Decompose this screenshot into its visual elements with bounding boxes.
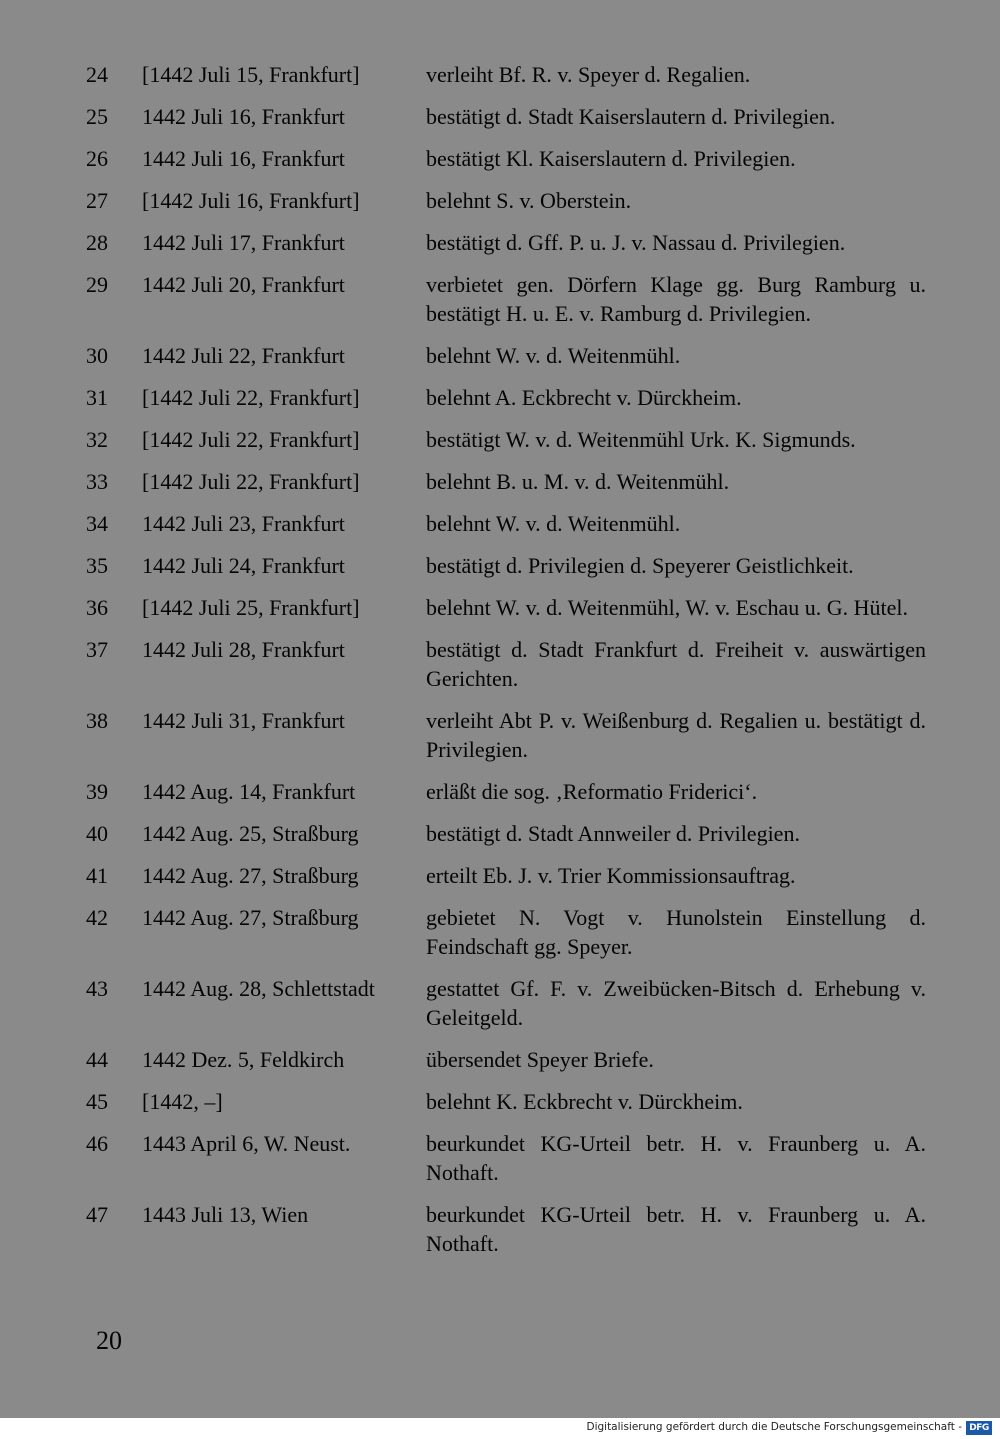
entry-number: 37 — [86, 637, 108, 662]
footer-bar — [0, 1418, 1000, 1439]
entry-description: bestätigt d. Stadt Annweiler d. Privilegien. — [426, 821, 800, 846]
entry-number: 47 — [86, 1202, 108, 1227]
list-item — [86, 974, 926, 1032]
entry-number: 44 — [86, 1047, 108, 1072]
entry-number: 38 — [86, 708, 108, 733]
entry-date: 1442 Juli 16, Frankfurt — [142, 104, 345, 129]
entry-description: belehnt W. v. d. Weitenmühl, W. v. Eschau u. G. Hütel. — [426, 595, 908, 620]
entry-number: 34 — [86, 511, 108, 536]
entry-date: 1442 Juli 17, Frankfurt — [142, 230, 345, 255]
entry-number: 46 — [86, 1131, 108, 1156]
list-item — [86, 144, 926, 173]
entry-description: gebietet N. Vogt v. Hunolstein Einstellung d. Feindschaft gg. Speyer. — [426, 905, 926, 959]
entry-date: 1442 Juli 16, Frankfurt — [142, 146, 345, 171]
entry-number: 43 — [86, 976, 108, 1001]
entry-number: 25 — [86, 104, 108, 129]
dfg-logo: DFG — [966, 1421, 992, 1435]
list-item — [86, 383, 926, 412]
entry-number: 28 — [86, 230, 108, 255]
entry-date: 1442 Aug. 27, Straßburg — [142, 905, 359, 930]
entry-description: bestätigt d. Gff. P. u. J. v. Nassau d. Privilegien. — [426, 230, 846, 255]
entry-description: bestätigt d. Stadt Frankfurt d. Freiheit v. auswärtigen Gerichten. — [426, 637, 926, 691]
entry-date: 1442 Juli 22, Frankfurt — [142, 343, 345, 368]
entry-date: 1442 Dez. 5, Feldkirch — [142, 1047, 345, 1072]
list-item — [86, 706, 926, 764]
entry-description: erteilt Eb. J. v. Trier Kommissionsauftrag. — [426, 863, 796, 888]
entry-description: gestattet Gf. F. v. Zweibücken-Bitsch d. Erhebung v. Geleitgeld. — [426, 976, 926, 1030]
entry-date: [1442 Juli 15, Frankfurt] — [142, 62, 360, 87]
list-item — [86, 1129, 926, 1187]
entry-description: bestätigt d. Stadt Kaiserslautern d. Privilegien. — [426, 104, 836, 129]
entry-description: verbietet gen. Dörfern Klage gg. Burg Ramburg u. bestätigt H. u. E. v. Ramburg d. Privilegien. — [426, 272, 926, 326]
entry-date: [1442 Juli 22, Frankfurt] — [142, 427, 360, 452]
entry-date: 1443 April 6, W. Neust. — [142, 1131, 351, 1156]
list-item — [86, 777, 926, 806]
page-number: 20 — [96, 1326, 122, 1355]
list-item — [86, 1200, 926, 1258]
entry-number: 32 — [86, 427, 108, 452]
entry-description: verleiht Abt P. v. Weißenburg d. Regalien u. bestätigt d. Privilegien. — [426, 708, 926, 762]
entry-date: 1442 Aug. 28, Schlettstadt — [142, 976, 375, 1001]
entry-description: bestätigt W. v. d. Weitenmühl Urk. K. Sigmunds. — [426, 427, 856, 452]
entry-number: 31 — [86, 385, 108, 410]
list-item — [86, 509, 926, 538]
entry-description: belehnt W. v. d. Weitenmühl. — [426, 343, 681, 368]
entry-description: belehnt S. v. Oberstein. — [426, 188, 632, 213]
entry-number: 40 — [86, 821, 108, 846]
entry-date: 1442 Aug. 25, Straßburg — [142, 821, 359, 846]
entry-number: 24 — [86, 62, 108, 87]
list-item — [86, 228, 926, 257]
list-item — [86, 1087, 926, 1116]
entry-date: [1442, –] — [142, 1089, 223, 1114]
entry-date: 1442 Juli 31, Frankfurt — [142, 708, 345, 733]
regesta-list — [86, 60, 926, 1271]
entry-description: belehnt B. u. M. v. d. Weitenmühl. — [426, 469, 730, 494]
list-item — [86, 102, 926, 131]
list-item — [86, 60, 926, 89]
entry-number: 27 — [86, 188, 108, 213]
entry-date: 1442 Juli 24, Frankfurt — [142, 553, 345, 578]
entry-description: bestätigt d. Privilegien d. Speyerer Geistlichkeit. — [426, 553, 854, 578]
funding-notice: Digitalisierung gefördert durch die Deutsche Forschungsgemeinschaft - — [586, 1421, 962, 1433]
list-item — [86, 467, 926, 496]
entry-number: 30 — [86, 343, 108, 368]
entry-description: erläßt die sog. ‚Reformatio Friderici‘. — [426, 779, 758, 804]
entry-number: 26 — [86, 146, 108, 171]
entry-number: 39 — [86, 779, 108, 804]
entry-date: 1442 Juli 28, Frankfurt — [142, 637, 345, 662]
entry-date: 1443 Juli 13, Wien — [142, 1202, 309, 1227]
entry-number: 29 — [86, 272, 108, 297]
entry-number: 42 — [86, 905, 108, 930]
entry-description: verleiht Bf. R. v. Speyer d. Regalien. — [426, 62, 751, 87]
entry-number: 36 — [86, 595, 108, 620]
entry-date: [1442 Juli 16, Frankfurt] — [142, 188, 360, 213]
entry-date: [1442 Juli 25, Frankfurt] — [142, 595, 360, 620]
entry-date: [1442 Juli 22, Frankfurt] — [142, 385, 360, 410]
list-item — [86, 551, 926, 580]
entry-description: belehnt W. v. d. Weitenmühl. — [426, 511, 681, 536]
list-item — [86, 270, 926, 328]
entry-date: 1442 Juli 23, Frankfurt — [142, 511, 345, 536]
list-item — [86, 593, 926, 622]
list-item — [86, 425, 926, 454]
entry-description: übersendet Speyer Briefe. — [426, 1047, 654, 1072]
list-item — [86, 861, 926, 890]
entry-description: bestätigt Kl. Kaiserslautern d. Privilegien. — [426, 146, 796, 171]
list-item — [86, 819, 926, 848]
list-item — [86, 903, 926, 961]
entry-number: 35 — [86, 553, 108, 578]
list-item — [86, 635, 926, 693]
entry-description: beurkundet KG-Urteil betr. H. v. Fraunberg u. A. Nothaft. — [426, 1202, 926, 1256]
entry-number: 41 — [86, 863, 108, 888]
entry-date: 1442 Aug. 27, Straßburg — [142, 863, 359, 888]
entry-date: 1442 Juli 20, Frankfurt — [142, 272, 345, 297]
entry-description: beurkundet KG-Urteil betr. H. v. Fraunberg u. A. Nothaft. — [426, 1131, 926, 1185]
entry-date: [1442 Juli 22, Frankfurt] — [142, 469, 360, 494]
list-item — [86, 186, 926, 215]
entry-description: belehnt K. Eckbrecht v. Dürckheim. — [426, 1089, 743, 1114]
list-item — [86, 1045, 926, 1074]
entry-number: 33 — [86, 469, 108, 494]
list-item — [86, 341, 926, 370]
entry-number: 45 — [86, 1089, 108, 1114]
entry-date: 1442 Aug. 14, Frankfurt — [142, 779, 356, 804]
entry-description: belehnt A. Eckbrecht v. Dürckheim. — [426, 385, 742, 410]
